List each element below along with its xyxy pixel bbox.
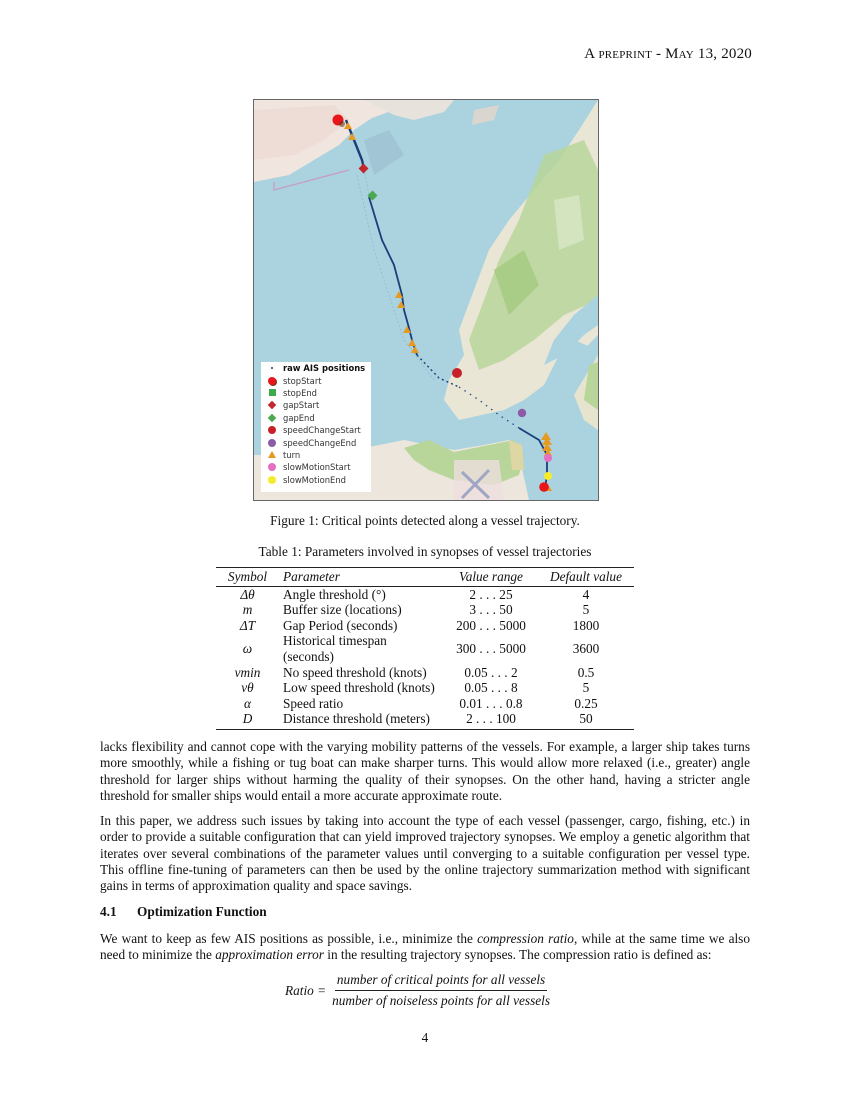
map-legend — [261, 362, 371, 492]
header-date: May 13, 2020 — [665, 46, 752, 62]
parameters-table — [216, 567, 634, 730]
cell-parameter: Buffer size (locations) — [283, 602, 402, 618]
cell-default: 1800 — [572, 617, 600, 633]
cell-default: 5 — [582, 602, 590, 618]
section-number: 4.1 — [100, 904, 117, 919]
legend-item — [261, 449, 371, 461]
red-circle-icon — [268, 426, 276, 434]
legend-item — [261, 412, 371, 424]
yellow-circle-icon — [268, 476, 276, 484]
legend-item — [261, 474, 371, 486]
purple-circle-icon — [268, 439, 276, 447]
cell-parameter: Gap Period (seconds) — [283, 617, 398, 633]
equation-lhs: Ratio = — [285, 982, 327, 998]
green-diamond-icon — [268, 414, 276, 422]
cell-range: 200 . . . 5000 — [456, 617, 526, 633]
legend-label: gapEnd — [283, 412, 315, 423]
column-header-default-value: Default value — [538, 568, 634, 587]
raw-position-dot-icon — [271, 367, 273, 369]
table-header-row — [216, 568, 634, 587]
equation-numerator: number of critical points for all vessels — [335, 972, 547, 991]
legend-label: stopStart — [283, 375, 322, 386]
green-square-icon — [269, 389, 276, 396]
cell-symbol: m — [242, 602, 253, 618]
header-separator: - — [652, 46, 666, 62]
ratio-equation — [285, 972, 550, 1009]
table-caption: Table 1: Parameters involved in synopses of vessel trajectories — [258, 544, 592, 559]
section-heading — [100, 904, 267, 920]
red-star-icon — [268, 377, 276, 385]
figure-caption: Figure 1: Critical points detected along a vessel trajectory. — [270, 513, 580, 528]
pink-circle-icon — [268, 463, 276, 471]
cell-range: 0.05 . . . 2 — [464, 664, 518, 680]
legend-item — [261, 461, 371, 473]
cell-parameter: No speed threshold (knots) — [283, 664, 427, 680]
cell-symbol: D — [216, 711, 279, 729]
legend-title-row — [261, 362, 371, 374]
table-row — [216, 711, 634, 729]
table-row — [216, 618, 634, 634]
paragraph-3 — [100, 931, 750, 964]
cell-default: 0.5 — [577, 664, 595, 680]
cell-range: 300 . . . 5000 — [456, 641, 526, 657]
table-row — [216, 696, 634, 712]
header-label: A preprint — [584, 46, 653, 62]
running-header — [584, 46, 752, 63]
legend-label: speedChangeStart — [283, 425, 361, 436]
text-run: , while at the same time we also need to minimize the — [100, 931, 750, 963]
trajectory-map-figure — [253, 99, 599, 501]
table-row — [216, 633, 634, 664]
legend-item — [261, 424, 371, 436]
equation-denominator: number of noiseless points for all vessels — [332, 993, 551, 1008]
red-diamond-icon — [268, 401, 276, 409]
cell-range: 0.05 . . . 8 — [464, 680, 518, 696]
legend-item — [261, 387, 371, 399]
legend-item — [261, 399, 371, 411]
paragraph-2: In this paper, we address such issues by taking into account the type of each vessel (passenger, cargo, fishing, etc.) in order to provide a suitable configuration that can yield improved trajectory synopses. We employ a genetic algorithm that iterates over several combinations of the parameter values until converging to a suitable configuration per vessel type. This offline fine-tuning of parameters can then be used by the online trajectory summarization method with significant gains in terms of approximation quality and space savings. — [100, 813, 750, 894]
legend-label: gapStart — [283, 400, 320, 411]
table-row — [216, 586, 634, 602]
cell-default: 5 — [582, 680, 590, 696]
cell-parameter: Speed ratio — [283, 695, 344, 711]
cell-range: 0.01 . . . 0.8 — [459, 695, 523, 711]
cell-default: 50 — [538, 711, 634, 729]
cell-range: 2 . . . 100 — [444, 711, 538, 729]
legend-label: turn — [283, 449, 301, 460]
cell-symbol: ΔT — [239, 617, 256, 633]
orange-triangle-icon — [268, 451, 276, 458]
column-header-parameter: Parameter — [279, 568, 444, 587]
cell-symbol: α — [244, 695, 251, 711]
legend-label: slowMotionStart — [283, 462, 351, 473]
column-header-value-range: Value range — [444, 568, 538, 587]
cell-parameter: Historical timespan (seconds) — [283, 633, 387, 664]
legend-item — [261, 374, 371, 386]
table-row — [216, 665, 634, 681]
cell-range: 2 . . . 25 — [469, 586, 513, 602]
cell-symbol: Δθ — [240, 586, 255, 602]
text-run: We want to keep as few AIS positions as possible, i.e., minimize the — [100, 931, 478, 946]
column-header-symbol: Symbol — [216, 568, 279, 587]
cell-parameter: Low speed threshold (knots) — [283, 680, 435, 696]
page-number: 4 — [421, 1030, 429, 1045]
legend-title: raw AIS positions — [283, 363, 366, 374]
legend-label: speedChangeEnd — [283, 437, 357, 448]
equation-fraction — [332, 972, 550, 1009]
cell-default: 0.25 — [574, 695, 598, 711]
cell-symbol: vθ — [241, 680, 254, 696]
text-run: in the resulting trajectory synopses. The compression ratio is defined as: — [323, 947, 712, 963]
cell-symbol: vmin — [234, 664, 261, 680]
cell-range: 3 . . . 50 — [469, 602, 513, 618]
emphasis-compression-ratio: compression ratio — [477, 931, 574, 946]
cell-symbol: ω — [242, 641, 253, 657]
legend-item — [261, 436, 371, 448]
paragraph-1: lacks flexibility and cannot cope with the varying mobility patterns of the vessels. For example, a larger ship takes turns more smoothly, while a fishing or tug boat can make sharper turns. This would allow more relaxed (i.e., greater) angle threshold for larger ships without harming the quality of their synopses. On the other hand, having a stricter angle threshold for smaller ships would entail a more accurate approximate route. — [100, 739, 750, 803]
table-row — [216, 602, 634, 618]
cell-default: 3600 — [572, 641, 600, 657]
section-title: Optimization Function — [137, 904, 267, 919]
emphasis-approximation-error: approximation error — [215, 947, 324, 963]
cell-parameter: Angle threshold (°) — [283, 586, 386, 602]
table-row — [216, 680, 634, 696]
cell-parameter: Distance threshold (meters) — [279, 711, 444, 729]
legend-label: slowMotionEnd — [283, 474, 346, 485]
cell-default: 4 — [582, 586, 590, 602]
legend-label: stopEnd — [283, 387, 318, 398]
